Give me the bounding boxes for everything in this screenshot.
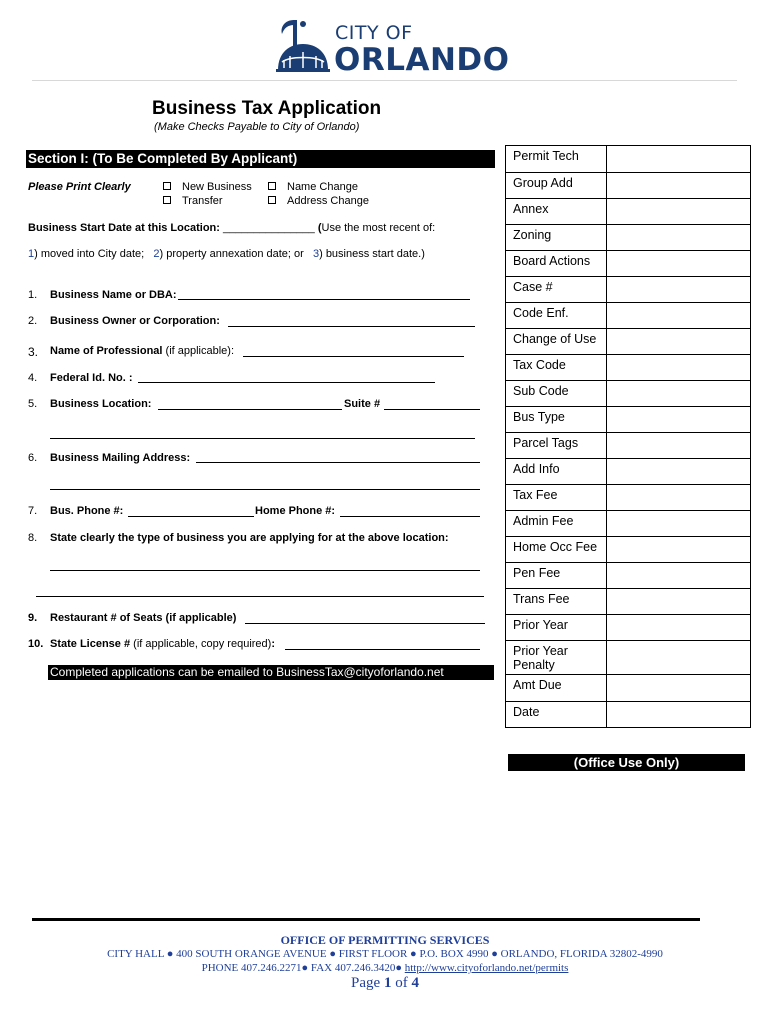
suite-line[interactable]	[384, 409, 480, 410]
office-row	[506, 485, 751, 511]
professional-name-line[interactable]	[243, 356, 464, 357]
fountain-dome-icon	[272, 16, 334, 74]
bus-phone-label: Bus. Phone #:	[50, 505, 124, 517]
office-row	[506, 589, 751, 615]
office-row	[506, 199, 751, 225]
office-row-value[interactable]	[607, 407, 751, 433]
office-row	[506, 641, 751, 675]
office-row-value[interactable]	[607, 459, 751, 485]
start-date-row	[28, 222, 435, 234]
professional-name-label: Name of Professional	[50, 345, 163, 357]
business-name-label: Business Name or DBA:	[50, 289, 177, 301]
page-subtitle: (Make Checks Payable to City of Orlando)	[154, 121, 360, 133]
business-owner-line[interactable]	[228, 326, 475, 327]
business-type-line-1[interactable]	[50, 570, 480, 571]
office-row-value[interactable]	[607, 485, 751, 511]
field-8-number: 8.	[28, 532, 38, 544]
field-3-number: 3.	[28, 345, 39, 359]
office-row	[506, 277, 751, 303]
new-business-checkbox[interactable]	[163, 182, 171, 190]
office-row-label: Add Info	[506, 459, 607, 485]
office-row-value[interactable]	[607, 329, 751, 355]
option-1-text: ) moved into City date;	[34, 248, 145, 260]
business-location-line[interactable]	[158, 409, 342, 410]
email-instructions: Completed applications can be emailed to BusinessTax@cityoforlando.net	[48, 665, 494, 680]
office-row-value[interactable]	[607, 589, 751, 615]
transfer-option[interactable]	[163, 195, 223, 207]
page-number	[0, 975, 770, 992]
business-owner-label: Business Owner or Corporation:	[50, 315, 220, 327]
office-row-value[interactable]	[607, 146, 751, 173]
office-row-value[interactable]	[607, 251, 751, 277]
office-row-value[interactable]	[607, 702, 751, 728]
start-date-options	[28, 248, 425, 260]
office-row	[506, 146, 751, 173]
office-use-table	[505, 145, 751, 728]
option-3-text: ) business start date.)	[319, 248, 425, 260]
office-row-value[interactable]	[607, 675, 751, 702]
mailing-address-line[interactable]	[196, 462, 480, 463]
office-row-label: Board Actions	[506, 251, 607, 277]
office-row	[506, 511, 751, 537]
state-license-row	[50, 638, 275, 650]
field-6-number: 6.	[28, 452, 38, 464]
field-4-number: 4.	[28, 372, 38, 384]
office-row-value[interactable]	[607, 641, 751, 675]
office-row-value[interactable]	[607, 433, 751, 459]
field-7-number: 7.	[28, 505, 38, 517]
office-row	[506, 537, 751, 563]
field-10-number: 10.	[28, 638, 44, 650]
field-1-number: 1.	[28, 289, 38, 301]
option-1-number: 1	[28, 248, 35, 260]
office-row-label: Trans Fee	[506, 589, 607, 615]
office-row-value[interactable]	[607, 537, 751, 563]
office-row-value[interactable]	[607, 303, 751, 329]
office-row-label: Case #	[506, 277, 607, 303]
state-license-line[interactable]	[285, 649, 480, 650]
office-row-label: Tax Code	[506, 355, 607, 381]
office-row-label: Sub Code	[506, 381, 607, 407]
footer-contact	[0, 962, 770, 974]
office-row-label: Admin Fee	[506, 511, 607, 537]
option-2-number: 2	[153, 248, 160, 260]
office-row-label: Home Occ Fee	[506, 537, 607, 563]
office-row-label: Tax Fee	[506, 485, 607, 511]
option-3-number: 3	[312, 248, 320, 260]
address-change-label: Address Change	[287, 195, 369, 207]
city-of-orlando-logo	[272, 16, 510, 78]
office-row-value[interactable]	[607, 381, 751, 407]
federal-id-label: Federal Id. No. :	[50, 372, 133, 384]
start-date-blank[interactable]: _______________	[223, 222, 315, 234]
restaurant-seats-line[interactable]	[245, 623, 485, 624]
office-row-label: Code Enf.	[506, 303, 607, 329]
start-date-label: Business Start Date at this Location:	[28, 222, 220, 234]
office-row-value[interactable]	[607, 199, 751, 225]
office-row-label: Zoning	[506, 225, 607, 251]
new-business-label: New Business	[182, 181, 252, 193]
office-row-label: Parcel Tags	[506, 433, 607, 459]
professional-name-note: (if applicable):	[162, 345, 235, 357]
office-row	[506, 615, 751, 641]
business-location-label: Business Location:	[50, 398, 152, 410]
office-row	[506, 407, 751, 433]
bus-phone-line[interactable]	[128, 516, 254, 517]
state-license-note: (if applicable, copy required)	[130, 638, 272, 650]
business-location-line-2[interactable]	[50, 438, 475, 439]
office-row-value[interactable]	[607, 173, 751, 199]
home-phone-label: Home Phone #:	[255, 505, 336, 517]
office-row-label: Prior Year Penalty	[506, 641, 607, 675]
page-current: 1	[383, 975, 392, 991]
page-title: Business Tax Application	[152, 98, 382, 119]
federal-id-line[interactable]	[138, 382, 435, 383]
office-row	[506, 329, 751, 355]
office-use-heading: (Office Use Only)	[508, 754, 745, 771]
office-row	[506, 381, 751, 407]
office-row	[506, 563, 751, 589]
business-type-label: State clearly the type of business you are applying for at the above location:	[50, 532, 449, 544]
office-row	[506, 459, 751, 485]
footer-divider	[32, 918, 700, 921]
home-phone-line[interactable]	[340, 516, 480, 517]
office-row-value[interactable]	[607, 355, 751, 381]
office-row	[506, 225, 751, 251]
logo-line2: ORLANDO	[334, 42, 510, 78]
footer-address: CITY HALL ● 400 SOUTH ORANGE AVENUE ● FIRST FLOOR ● P.O. BOX 4990 ● ORLANDO, FLORIDA 32802-4990	[107, 948, 663, 960]
field-9-number: 9.	[28, 612, 38, 624]
suite-label: Suite #	[344, 398, 381, 410]
option-2-text: ) property annexation date; or	[159, 248, 304, 260]
office-row-label: Group Add	[506, 173, 607, 199]
office-row	[506, 702, 751, 728]
professional-name-row	[50, 345, 234, 357]
office-row	[506, 251, 751, 277]
section-heading: Section I: (To Be Completed By Applicant)	[26, 150, 495, 168]
logo-line1: CITY OF	[335, 22, 413, 44]
print-clearly-label: Please Print Clearly	[28, 181, 131, 193]
footer-phone-fax: PHONE 407.246.2271● FAX 407.246.3420●	[201, 962, 405, 974]
new-business-option[interactable]	[163, 181, 252, 193]
start-date-note-paren: (	[317, 222, 322, 234]
office-row-label: Date	[506, 702, 607, 728]
office-row-label: Pen Fee	[506, 563, 607, 589]
permits-url-link[interactable]: http://www.cityoforlando.net/permits	[404, 962, 569, 974]
name-change-label: Name Change	[287, 181, 358, 193]
mailing-address-line-2[interactable]	[50, 489, 480, 490]
business-type-line-2[interactable]	[36, 596, 484, 597]
page-total: 4	[411, 975, 419, 991]
state-license-label: State License #	[50, 638, 131, 650]
office-row	[506, 303, 751, 329]
office-row-label: Prior Year	[506, 615, 607, 641]
footer-office-name: OFFICE OF PERMITTING SERVICES	[280, 933, 490, 947]
page-prefix: Page	[351, 975, 384, 991]
address-change-checkbox[interactable]	[268, 196, 276, 204]
office-row	[506, 433, 751, 459]
transfer-checkbox[interactable]	[163, 196, 171, 204]
office-row-value[interactable]	[607, 277, 751, 303]
office-row-label: Annex	[506, 199, 607, 225]
transfer-label: Transfer	[182, 195, 223, 207]
office-row-value[interactable]	[607, 615, 751, 641]
office-row-value[interactable]	[607, 511, 751, 537]
field-2-number: 2.	[28, 315, 38, 327]
office-row-label: Permit Tech	[506, 146, 607, 173]
office-row-value[interactable]	[607, 563, 751, 589]
state-license-colon: :	[271, 638, 276, 650]
office-row-label: Bus Type	[506, 407, 607, 433]
office-row	[506, 675, 751, 702]
office-row-label: Change of Use	[506, 329, 607, 355]
office-row-value[interactable]	[607, 225, 751, 251]
name-change-option[interactable]	[268, 181, 358, 193]
name-change-checkbox[interactable]	[268, 182, 276, 190]
restaurant-seats-label: Restaurant # of Seats (if applicable)	[50, 612, 237, 624]
header-divider	[32, 80, 737, 81]
office-row	[506, 355, 751, 381]
office-row	[506, 173, 751, 199]
mailing-address-label: Business Mailing Address:	[50, 452, 191, 464]
office-row-label: Amt Due	[506, 675, 607, 702]
page-of: of	[391, 975, 412, 991]
start-date-note: Use the most recent of:	[321, 222, 436, 234]
business-name-line[interactable]	[178, 299, 470, 300]
field-5-number: 5.	[28, 398, 38, 410]
address-change-option[interactable]	[268, 195, 369, 207]
